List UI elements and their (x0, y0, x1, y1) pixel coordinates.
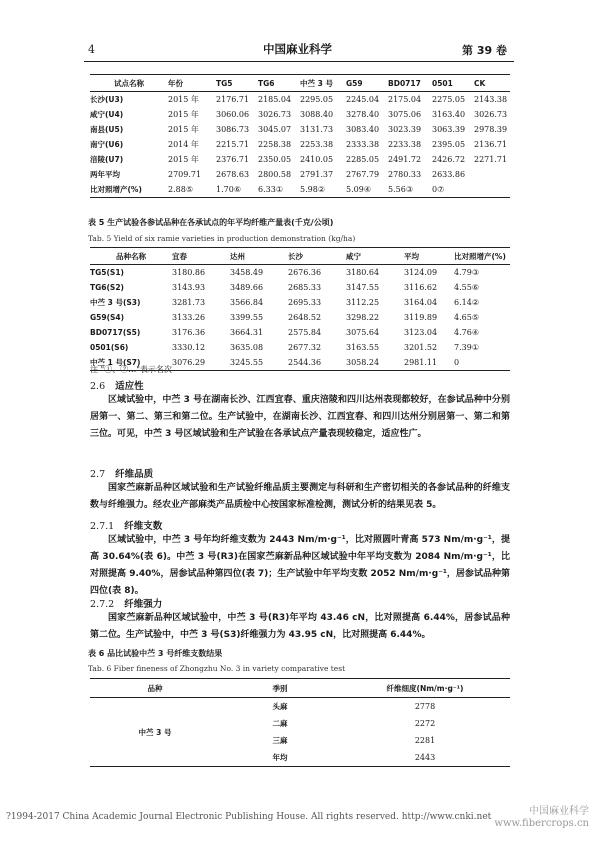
data-cell: 5.56③ (388, 185, 413, 194)
data-cell: 2800.58 (258, 170, 292, 179)
table-row (90, 325, 510, 340)
column-header: 品种 (147, 683, 163, 693)
section-2-7-text: 国家苎麻新品种区域试验和生产试验纤维品质主要测定与科研和生产密切相关的各参试品种的纤维支数与纤维强力。经农业产部麻类产品质检中心按国家标准检测，测试分析的结果见表 5。 (90, 483, 510, 510)
data-cell: 2791.37 (300, 170, 334, 179)
data-cell: 3045.07 (258, 125, 292, 134)
data-cell: 3058.24 (346, 358, 380, 367)
data-cell: 3281.73 (172, 298, 206, 307)
data-cell: 2491.72 (388, 155, 422, 164)
column-header: 试点名称 (114, 78, 144, 88)
section-2-6-text: 区域试验中，中苎 3 号在湖南长沙、江西宜春、重庆涪陵和四川达州表现都较好，在参试品种中分别居第一、第二、第三和第二位。生产试验中，在湖南长沙、江西宜春、和四川达州分别居第一、第二和第三位。可见，中苎 3 号区域试验和生产试验在各承试点产量表现较稳定，适应性广。 (90, 395, 510, 439)
row-label: 0501(S6) (90, 343, 129, 352)
data-cell: 2648.52 (288, 313, 322, 322)
table-row (90, 92, 510, 108)
data-cell: 3298.22 (346, 313, 380, 322)
data-cell: 2233.38 (388, 140, 422, 149)
section-number: 2.7.1 (90, 521, 115, 532)
season-cell: 年均 (272, 753, 288, 762)
data-cell: 2185.04 (258, 95, 292, 104)
table-row (90, 167, 510, 182)
data-cell: 2175.04 (388, 95, 422, 104)
column-header: 平均 (404, 251, 419, 261)
section-title: 纤维强力 (124, 599, 163, 610)
column-header: 纤维细度(Nm/m·g⁻¹) (386, 683, 464, 693)
table-5-caption: 表 5 生产试验各参试品种在各承试点的年平均纤维产量表(千克/公顷) (88, 218, 334, 227)
data-cell: 2575.84 (288, 328, 322, 337)
fineness-cell: 2272 (414, 719, 436, 728)
data-cell: 0 (454, 358, 460, 367)
table-row (90, 182, 510, 198)
data-cell: 3163.55 (346, 343, 380, 352)
data-cell: 3060.06 (216, 110, 250, 119)
data-cell: 6.14② (454, 298, 479, 307)
data-cell: 3023.39 (388, 125, 422, 134)
data-cell: 3147.55 (346, 283, 380, 292)
data-cell: 0⑦ (432, 185, 445, 194)
row-label: 咸宁(U4) (90, 110, 124, 119)
data-cell: 2978.39 (474, 125, 508, 134)
data-cell: 2410.05 (300, 155, 334, 164)
column-header: 比对照增产(%) (454, 251, 506, 261)
table-5-caption-en: Tab. 5 Yield of six ramie varieties in production demonstration (kg/ha) (88, 234, 356, 243)
data-cell: 3123.04 (404, 328, 438, 337)
data-cell: 2245.04 (346, 95, 380, 104)
data-cell: 4.55⑥ (454, 283, 479, 292)
section-title: 纤维支数 (124, 521, 163, 532)
data-cell: 3083.40 (346, 125, 380, 134)
data-cell: 2685.33 (288, 283, 322, 292)
data-cell: 2695.33 (288, 298, 322, 307)
section-title: 适应性 (115, 381, 144, 392)
data-cell: 3330.12 (172, 343, 206, 352)
data-cell: 3076.29 (172, 358, 206, 367)
data-cell (474, 182, 510, 198)
data-cell: 3075.06 (388, 110, 422, 119)
data-cell: 3088.40 (300, 110, 334, 119)
row-label: 南宁(U6) (90, 140, 124, 149)
table-row (90, 107, 510, 122)
data-cell: 2271.71 (474, 155, 508, 164)
data-cell: 3124.09 (404, 268, 438, 277)
data-cell: 3026.73 (258, 110, 292, 119)
data-cell: 7.39① (454, 343, 479, 352)
watermark-line-2: www.fibercrops.cn (494, 818, 589, 829)
column-header: TG6 (258, 78, 275, 88)
data-cell: 2395.05 (432, 140, 466, 149)
data-cell: 3664.31 (230, 328, 264, 337)
data-cell: 2143.38 (474, 95, 508, 104)
section-number: 2.7.2 (90, 599, 115, 610)
data-cell: 2676.36 (288, 268, 322, 277)
data-cell: 2015 年 (168, 125, 199, 134)
data-cell: 3116.62 (404, 283, 438, 292)
data-cell: 2015 年 (168, 110, 199, 119)
data-cell: 3399.55 (230, 313, 264, 322)
column-header: 品种名称 (116, 251, 146, 261)
data-cell (474, 167, 510, 182)
data-cell: 2136.71 (474, 140, 508, 149)
row-label: TG6(S2) (90, 283, 124, 292)
section-2-7-heading (90, 466, 153, 480)
column-header: 年份 (168, 78, 183, 88)
section-2-7-1-heading (90, 518, 162, 532)
section-2-7-2-text: 国家苎麻新品种区域试验中，中苎 3 号(R3)年平均 43.46 cN，比对照提高 6.44%，居参试品种第二位。生产试验中，中苎 3 号(S3)纤维强力为 43.95 cN，比对照提高 6.44%。 (90, 613, 510, 640)
data-cell: 2709.71 (168, 170, 202, 179)
data-cell: 2015 年 (168, 95, 199, 104)
table-5-note: 注 "①、②…"表示名次 (90, 365, 172, 374)
column-header: 咸宁 (346, 251, 361, 261)
watermark-line-1: 中国麻业科学 (529, 806, 589, 817)
data-cell: 2350.05 (258, 155, 292, 164)
copyright-footer: ?1994-2017 China Academic Journal Electronic Publishing House. All rights reserved. http://www.cnki.net (6, 812, 492, 822)
column-header: TG5 (216, 78, 233, 88)
row-label: TG5(S1) (90, 268, 124, 277)
data-cell: 2333.38 (346, 140, 380, 149)
data-cell: 3075.64 (346, 328, 380, 337)
column-header: 季别 (272, 683, 288, 693)
data-cell: 1.70⑥ (216, 185, 241, 194)
header-rule (84, 61, 514, 62)
table-row (90, 152, 510, 167)
row-label: G59(S4) (90, 313, 125, 322)
data-cell: 2258.38 (258, 140, 292, 149)
data-cell: 2.88⑤ (168, 185, 193, 194)
fineness-cell: 2778 (414, 702, 436, 711)
section-2-7-1-text: 区域试验中，中苎 3 号年均纤维支数为 2443 Nm/m·g⁻¹，比对照圆叶青高 573 Nm/m·g⁻¹，提高 30.64%(表 6)。中苎 3 号(R3)在国家苎麻新品种区域试验中年平均支数为 2084 Nm/m·g⁻¹，比对照提高 9.40%，居参试品种第四位(表 7)；生产试验中年平均支数 2052 Nm/m·g⁻¹，居参试品种第四位(表 8)。 (90, 535, 510, 596)
data-cell: 3164.04 (404, 298, 438, 307)
section-2-6-heading (90, 378, 144, 392)
data-cell: 3566.84 (230, 298, 264, 307)
page-number: 4 (88, 43, 95, 56)
data-cell: 2376.71 (216, 155, 250, 164)
data-cell: 3201.52 (404, 343, 438, 352)
data-cell: 2285.05 (346, 155, 380, 164)
column-header: 宜春 (172, 251, 187, 261)
column-header: G59 (346, 78, 363, 88)
table-row (90, 280, 510, 295)
row-label: 长沙(U3) (90, 95, 124, 104)
data-cell: 2176.71 (216, 95, 250, 104)
data-cell: 3112.25 (346, 298, 380, 307)
data-cell: 3133.26 (172, 313, 206, 322)
watermark (494, 806, 589, 830)
data-cell: 2215.71 (216, 140, 250, 149)
section-number: 2.6 (90, 381, 106, 392)
data-cell: 2544.36 (288, 358, 322, 367)
table-4-continued (90, 74, 510, 198)
data-cell: 2981.11 (404, 358, 438, 367)
data-cell: 3026.73 (474, 110, 508, 119)
column-header: 0501 (432, 78, 453, 88)
data-cell: 3063.39 (432, 125, 466, 134)
column-header: CK (474, 78, 486, 88)
section-title: 纤维品质 (115, 469, 154, 480)
row-label: 涪陵(U7) (90, 155, 124, 164)
table-row (90, 310, 510, 325)
column-header: 中苎 3 号 (300, 78, 333, 88)
data-cell: 3180.64 (346, 268, 380, 277)
data-cell: 3176.36 (172, 328, 206, 337)
data-cell: 3143.93 (172, 283, 206, 292)
row-label: 中苎 3 号(S3) (90, 298, 141, 307)
row-label: 南县(U5) (90, 125, 124, 134)
data-cell: 3180.86 (172, 268, 206, 277)
fineness-cell: 2281 (414, 736, 436, 745)
data-cell: 2780.33 (388, 170, 422, 179)
data-cell: 4.76④ (454, 328, 479, 337)
row-label: 中苎 1 号(S7) (90, 358, 141, 367)
section-2-7-2-heading (90, 596, 162, 610)
table-row (90, 265, 510, 281)
data-cell: 5.98② (300, 185, 325, 194)
data-cell: 2253.38 (300, 140, 334, 149)
data-cell: 4.79③ (454, 268, 479, 277)
fineness-cell: 2443 (414, 753, 436, 762)
table-5 (90, 247, 510, 371)
data-cell: 3163.40 (432, 110, 466, 119)
data-cell: 4.65⑤ (454, 313, 479, 322)
table-6 (90, 678, 510, 767)
data-cell: 2678.63 (216, 170, 250, 179)
table-6-caption-en: Tab. 6 Fiber fineness of Zhongzhu No. 3 in variety comparative test (88, 664, 346, 673)
data-cell: 2677.32 (288, 343, 322, 352)
data-cell: 2633.86 (432, 170, 466, 179)
data-cell: 2767.79 (346, 170, 380, 179)
season-cell: 二麻 (272, 719, 288, 728)
season-cell: 头麻 (272, 702, 288, 711)
season-cell: 三麻 (272, 736, 288, 745)
data-cell: 3119.89 (404, 313, 438, 322)
data-cell: 2275.05 (432, 95, 466, 104)
data-cell: 2426.72 (432, 155, 466, 164)
row-label: BD0717(S5) (90, 328, 141, 337)
data-cell: 2015 年 (168, 155, 199, 164)
table-row (90, 122, 510, 137)
table-row (90, 340, 510, 355)
data-cell: 2295.05 (300, 95, 334, 104)
table-row (90, 295, 510, 310)
journal-title: 中国麻业科学 (263, 42, 332, 56)
data-cell: 3489.66 (230, 283, 264, 292)
column-header: BD0717 (388, 78, 421, 88)
row-label: 两年平均 (90, 170, 120, 179)
data-cell: 3635.08 (230, 343, 264, 352)
row-label: 比对照增产(%) (90, 185, 142, 194)
data-cell: 2014 年 (168, 140, 199, 149)
data-cell: 3245.55 (230, 358, 264, 367)
section-number: 2.7 (90, 469, 106, 480)
column-header: 达州 (230, 251, 245, 261)
data-cell: 5.09④ (346, 185, 371, 194)
table-6-caption: 表 6 品比试验中苎 3 号纤维支数结果 (88, 649, 223, 658)
table-row (90, 137, 510, 152)
table-row (90, 698, 510, 716)
data-cell: 3278.40 (346, 110, 380, 119)
data-cell: 3458.49 (230, 268, 264, 277)
data-cell: 6.33① (258, 185, 283, 194)
volume-label: 第 39 卷 (462, 44, 507, 57)
variety-cell: 中苎 3 号 (138, 727, 172, 737)
data-cell: 3131.73 (300, 125, 334, 134)
data-cell: 3086.73 (216, 125, 250, 134)
column-header: 长沙 (288, 251, 303, 261)
